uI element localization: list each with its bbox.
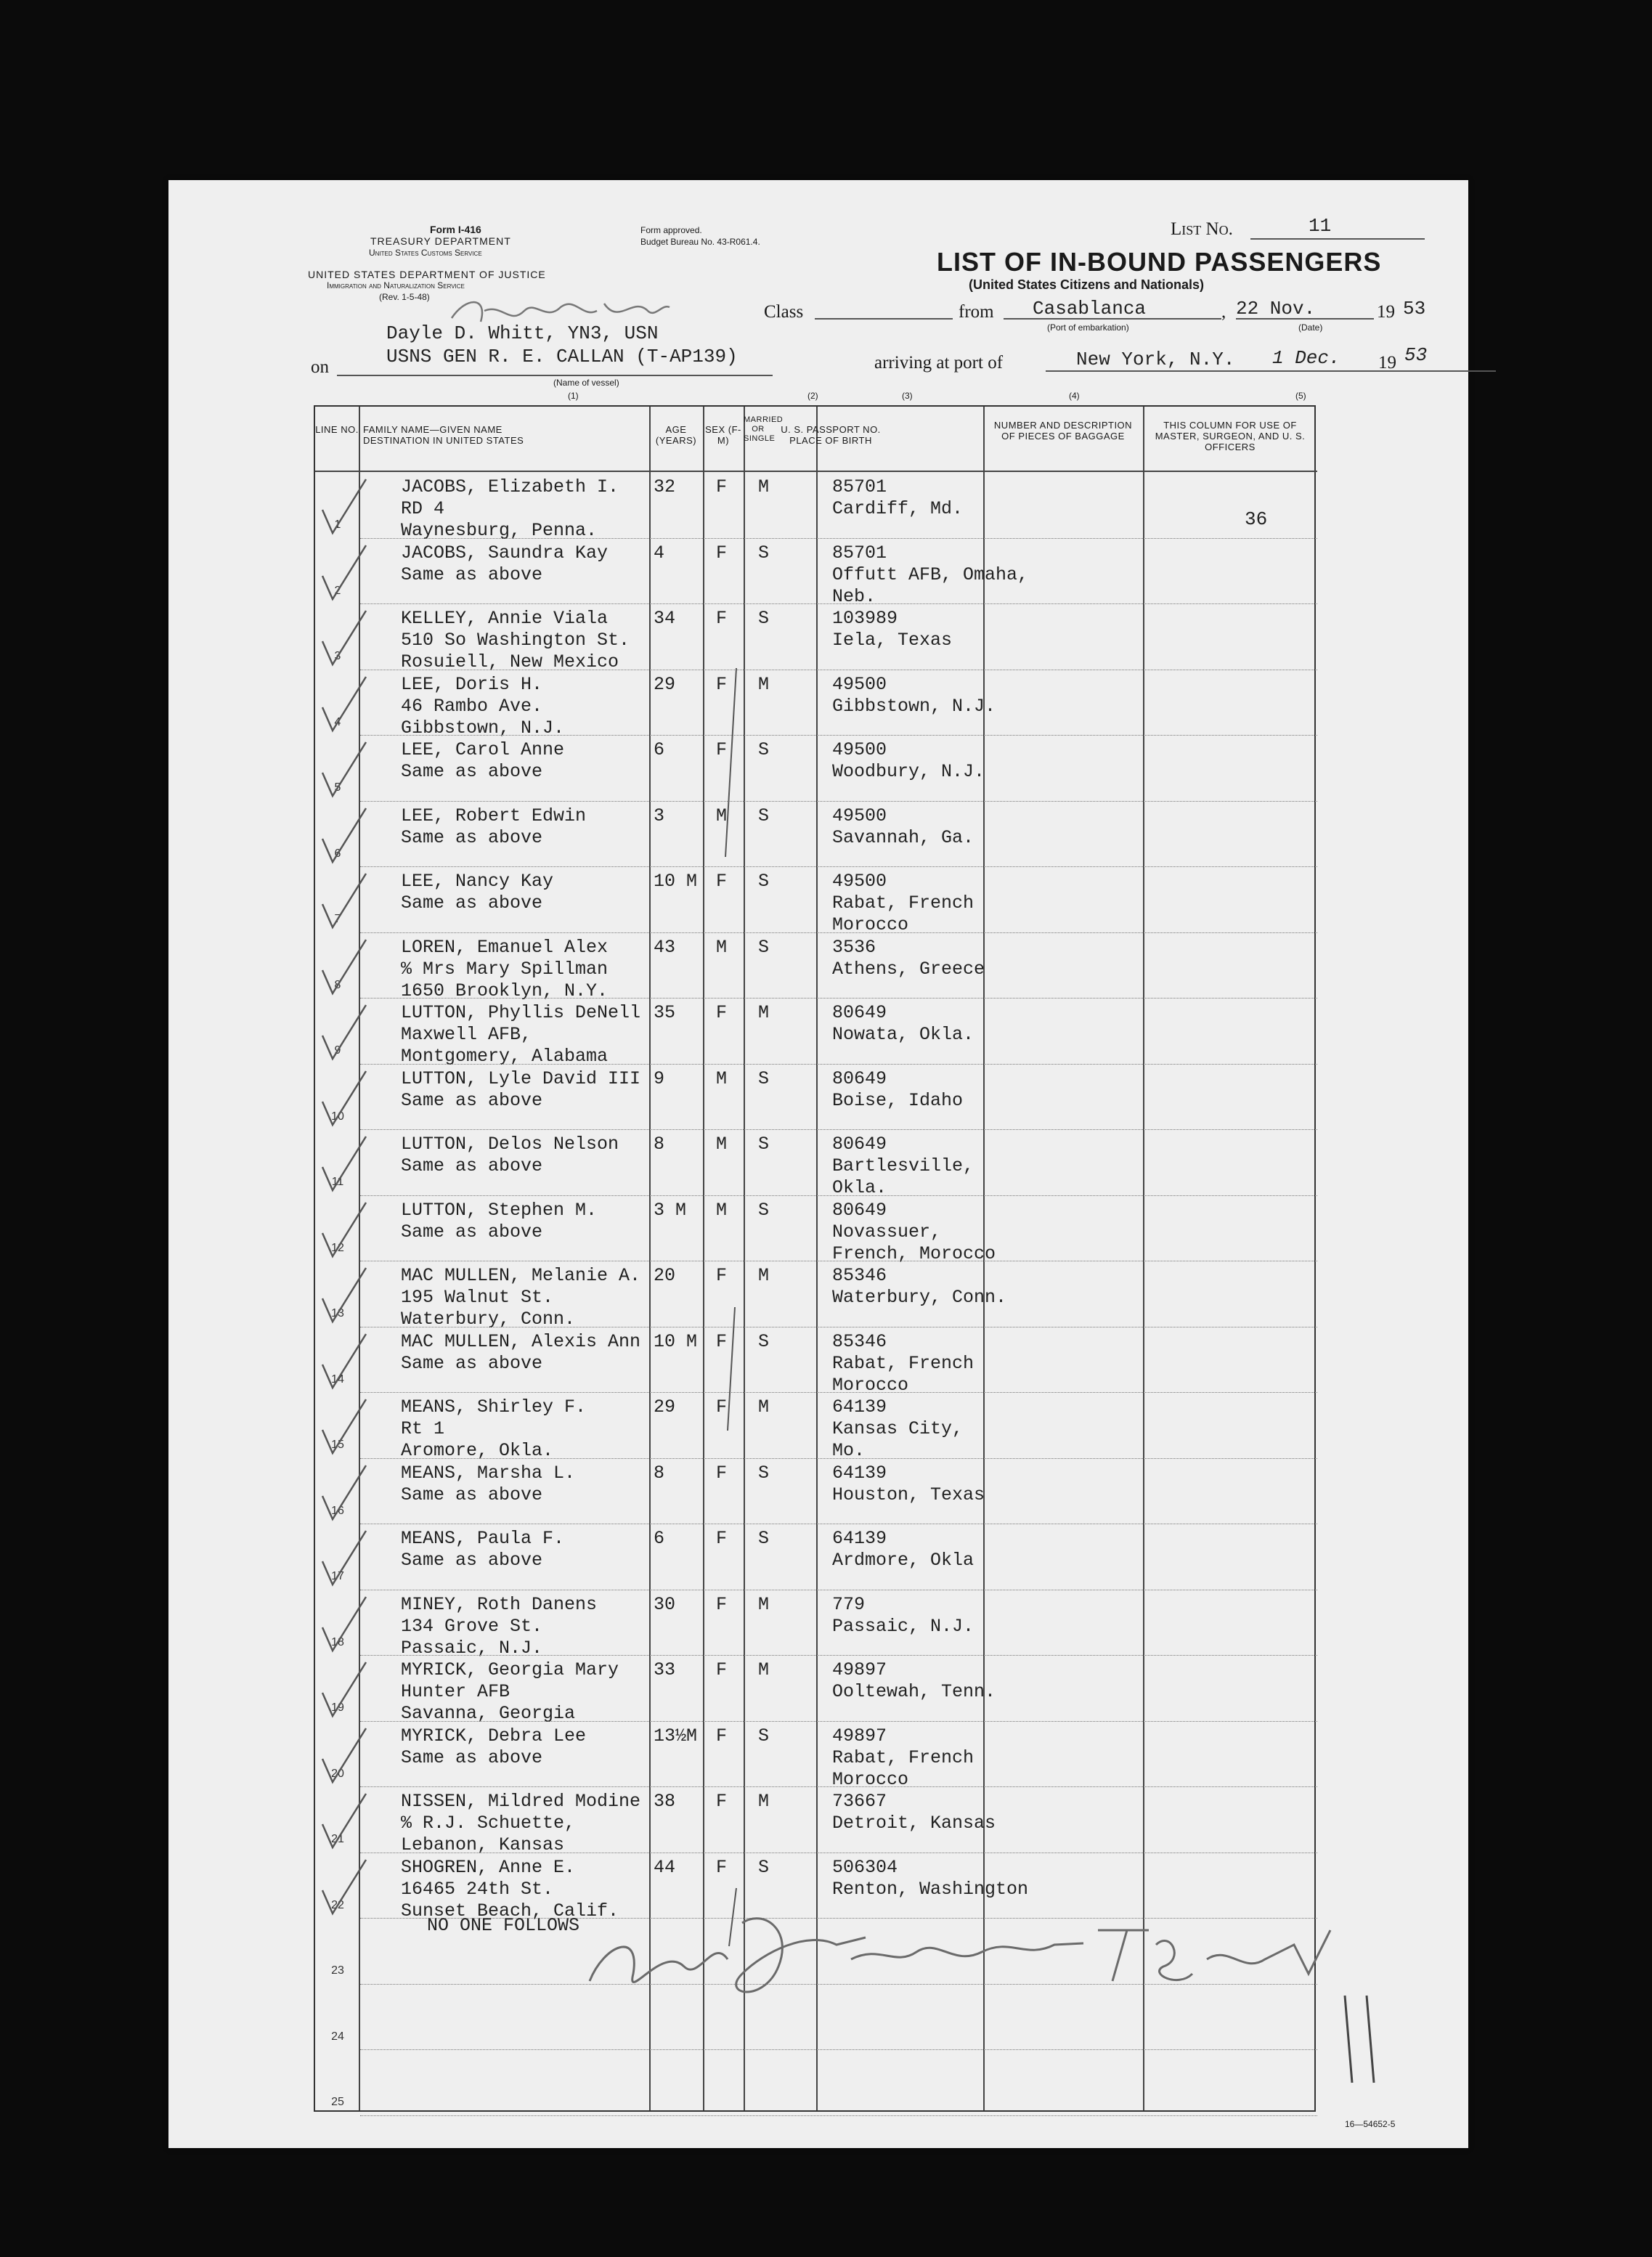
table-row — [315, 1460, 1317, 1526]
sex: F — [716, 1330, 728, 1352]
destination-line-2: Montgomery, Alabama — [401, 1046, 609, 1067]
sex: F — [716, 1396, 728, 1418]
sex: F — [716, 871, 728, 892]
passport-number: 64139 — [832, 1528, 887, 1549]
destination-line-2: Waterbury, Conn. — [401, 1309, 576, 1330]
sex: F — [716, 476, 728, 497]
place-of-birth: Iela, Texas — [832, 630, 953, 651]
treasury-label: TREASURY DEPARTMENT — [370, 235, 511, 247]
age: 10 M — [654, 871, 698, 892]
table-row — [315, 1591, 1317, 1658]
passport-number: 64139 — [832, 1396, 887, 1418]
passport-number: 85701 — [832, 542, 887, 564]
sex: M — [716, 805, 728, 826]
destination-line-2: Aromore, Okla. — [401, 1440, 554, 1461]
age: 8 — [654, 1134, 665, 1155]
check-mark-icon — [315, 1788, 373, 1853]
place-of-birth-2: Morocco — [832, 914, 909, 935]
check-mark-icon — [315, 1854, 373, 1919]
age: 43 — [654, 936, 676, 958]
passport-number: 49897 — [832, 1725, 887, 1746]
passenger-name: MEANS, Shirley F. — [401, 1396, 587, 1418]
place-of-birth: Kansas City, — [832, 1418, 964, 1439]
destination-line-1: Same as above — [401, 1746, 543, 1768]
passport-number: 506304 — [832, 1856, 898, 1878]
sex: F — [716, 1856, 728, 1878]
passenger-name: SHOGREN, Anne E. — [401, 1856, 576, 1878]
sex: F — [716, 1791, 728, 1812]
place-of-birth: Detroit, Kansas — [832, 1813, 996, 1834]
marital-status: M — [758, 1659, 770, 1680]
place-of-birth-2: Neb. — [832, 585, 876, 607]
sex: M — [716, 1068, 728, 1089]
document-subtitle: (United States Citizens and Nationals) — [969, 277, 1205, 292]
destination-line-1: % Mrs Mary Spillman — [401, 958, 609, 980]
passport-number: 80649 — [832, 1199, 887, 1221]
line-number: 18 — [331, 1635, 344, 1648]
table-row — [315, 2051, 1317, 2118]
sex: F — [716, 1593, 728, 1615]
age: 29 — [654, 1396, 676, 1418]
check-mark-icon — [315, 736, 373, 802]
age: 13½M — [654, 1725, 698, 1746]
age: 44 — [654, 1856, 676, 1878]
marital-status: S — [758, 1330, 770, 1352]
marital-status: S — [758, 805, 770, 826]
check-mark-icon — [315, 999, 373, 1065]
table-row — [315, 1394, 1317, 1460]
destination-line-2: Gibbstown, N.J. — [401, 717, 565, 739]
marital-status: S — [758, 1856, 770, 1878]
age: 35 — [654, 1002, 676, 1023]
passport-number: 49897 — [832, 1659, 887, 1680]
master-name: Dayle D. Whitt, YN3, USN — [386, 322, 659, 344]
check-mark-icon — [315, 1525, 373, 1590]
passport-number: 64139 — [832, 1462, 887, 1484]
marital-status: M — [758, 1265, 770, 1286]
check-mark-icon — [315, 671, 373, 736]
destination-line-1: 16465 24th St. — [401, 1878, 554, 1900]
check-mark-icon — [315, 1394, 373, 1459]
destination-line-1: Same as above — [401, 1352, 543, 1374]
passenger-name: LUTTON, Lyle David III — [401, 1068, 641, 1089]
age: 29 — [654, 673, 676, 695]
column-number: (2) — [807, 391, 818, 401]
passenger-name: MAC MULLEN, Melanie A. — [401, 1265, 641, 1286]
age: 20 — [654, 1265, 676, 1286]
list-no-label: List No. — [1171, 219, 1233, 239]
age: 6 — [654, 739, 665, 760]
line-number: 16 — [331, 1504, 344, 1517]
place-of-birth-2: Okla. — [832, 1177, 887, 1198]
passenger-name: JACOBS, Elizabeth I. — [401, 476, 619, 497]
line-number: 6 — [334, 847, 341, 860]
check-mark-icon — [315, 1656, 373, 1722]
place-of-birth: Ardmore, Okla — [832, 1550, 974, 1571]
line-number: 11 — [331, 1176, 344, 1188]
passport-number: 49500 — [832, 871, 887, 892]
place-of-birth: Gibbstown, N.J. — [832, 695, 996, 717]
destination-line-2: 1650 Brooklyn, N.Y. — [401, 980, 609, 1001]
age: 3 — [654, 805, 665, 826]
header-line-no: LINE NO. — [315, 424, 359, 435]
check-mark-icon — [315, 934, 373, 999]
passenger-name: LEE, Doris H. — [401, 673, 543, 695]
marital-status: M — [758, 1593, 770, 1615]
destination-line-1: 510 So Washington St. — [401, 630, 630, 651]
vessel-name: USNS GEN R. E. CALLAN (T-AP139) — [386, 346, 738, 367]
line-number: 14 — [331, 1372, 344, 1386]
place-of-birth: Boise, Idaho — [832, 1089, 964, 1111]
place-of-birth-2: Mo. — [832, 1440, 866, 1461]
table-row — [315, 1723, 1317, 1789]
marital-status: M — [758, 1002, 770, 1023]
table-row — [315, 868, 1317, 935]
destination-line-1: Same as above — [401, 761, 543, 782]
passenger-name: NISSEN, Mildred Modine — [401, 1791, 641, 1812]
destination-line-1: % R.J. Schuette, — [401, 1813, 576, 1834]
line-number: 23 — [331, 1964, 344, 1977]
sex: F — [716, 608, 728, 629]
marital-status: S — [758, 1134, 770, 1155]
table-row — [315, 1197, 1317, 1264]
line-number: 15 — [331, 1439, 344, 1451]
check-mark-icon — [315, 473, 373, 539]
marital-status: S — [758, 1725, 770, 1746]
column-number: (5) — [1295, 391, 1306, 401]
justice-label: UNITED STATES DEPARTMENT OF JUSTICE — [308, 269, 546, 280]
line-number: 21 — [331, 1833, 344, 1845]
column-number: (4) — [1069, 391, 1080, 401]
passport-number: 103989 — [832, 608, 898, 629]
marital-status: M — [758, 476, 770, 497]
officer-signature — [575, 1901, 1388, 2010]
manifest-sheet: Form I-416 TREASURY DEPARTMENT United States Customs Service UNITED STATES DEPARTMENT OF JUSTICE Immigration and Naturalization Service (Rev. 1-5-48) Form approved. Budget Bureau No. 43-R061.4. List No. 11 LIST OF IN-BOUND PASSENGERS (United States Citizens and Nationals) Class from Casablanca (Port of embarkation) , 22 Nov. (Date) 19 53 Dayle D. Whitt, YN3, USN on USNS GEN R. E. CALLAN (T-AP139) (Name of vessel) arriving at port of New York, N.Y. 1 Dec. 19 53 (1) (2) (3) (4) (5) LINE NO. FAMILY NAME—GIVEN NAME DESTINATION IN UNITED STATES AGE (YEARS) SEX (F-M) MARRIED OR SINGLE U. S. PASSPORT NO. PLACE OF BIRTH NUMBER AND DESCRIPTION OF PIECES OF BAGGAGE THIS COLUMN FOR USE OF MASTER, SURGEON, AND U. S. OFFICERS 36 JACOBS, Elizabeth I. RD 4 Waynesburg, Penna. 32 F M 85701 Cardiff, Md. 1 JACOBS, Saundra Kay Same as above 4 F S 85701 Offutt AFB, Omaha, Neb. 2 KELLEY, Annie Viala 510 So Washington St. Rosuiell, New Mexico 34 F S 103989 Iela, Texas 3 LEE, Doris H. 46 Rambo Ave. Gibbstown, N.J. 29 F M 49500 Gibbstown, N.J. 4 LEE, Carol Anne Same as above 6 F S 49500 Woodbury, N.J. 5 LEE, Robert Edwin Same as above 3 M S 49500 Savannah, Ga. 6 LEE, Nancy Kay Same as above 10 M F S 49500 Rabat, French Morocco 7 LOREN, Emanuel Alex % Mrs Mary Spillman 1650 Brooklyn, N.Y. 43 M S 3536 Athens, Greece 8 LUTTON, Phyllis DeNell Maxwell AFB, Montgomery, Alabama 35 F M 80649 Nowata, Okla. 9 LUTTON, Lyle David III Same as above 9 M S 80649 Boise, Idaho 10 LUTTON, Delos Nelson Same as above 8 M S 80649 Bartlesville, Okla. 11 LUTTON, Stephen M. Same as above 3 M M S 80649 Novassuer, French, Morocco 12 MAC MULLEN, Melanie A. 195 Walnut St. Waterbury, Conn. 20 F M 85346 Waterbury, Conn. 13 MAC MULLEN, Alexis Ann Same as above 10 M F S 85346 Rabat, French Morocco 14 MEANS, Shirley F. Rt 1 Aromore, Okla. 29 F M 64139 Kansas City, Mo. 15 MEANS, Marsha L. Same as above 8 F S 64139 Houston, Texas 16 MEANS, Paula F. Same as above 6 F S 64139 Ardmore, Okla 17 MINEY, Roth Danens 134 Grove St. Passaic, N.J. 30 F M 779 Passaic, N.J. 18 MYRICK, Georgia Mary Hunter AFB Savanna, Georgia 33 F M 49897 Ooltewah, Tenn. 19 MYRICK, Debra Lee Same as above 13½M F S 49897 Rabat, French Morocco 20 NISSEN, Mildred Modine % R.J. Schuette, Lebanon, Kansas 38 F M 73667 Detroit, Kansas 21 SHOGREN, Anne E. 16465 24th St. Sunset Beach, Calif. 44 F S 506304 Renton, Washington 22 NO ONE FOLLOWS 23 24 25 16—54652-5 — [168, 180, 1468, 2148]
check-mark-icon — [315, 802, 373, 868]
table-row — [315, 671, 1317, 738]
date-caption: (Date) — [1298, 322, 1323, 333]
marital-status: S — [758, 871, 770, 892]
passenger-name: MYRICK, Georgia Mary — [401, 1659, 619, 1680]
passport-number: 80649 — [832, 1134, 887, 1155]
table-row — [315, 1262, 1317, 1329]
age: 34 — [654, 608, 676, 629]
check-mark-icon — [315, 605, 373, 670]
header-married: MARRIED OR SINGLE — [744, 415, 784, 443]
passport-number: 49500 — [832, 805, 887, 826]
place-of-birth-2: French, Morocco — [832, 1243, 996, 1264]
bottom-mark-text — [168, 180, 169, 181]
arriving-label: arriving at port of — [874, 353, 1004, 373]
destination-line-2: Passaic, N.J. — [401, 1637, 543, 1659]
table-row — [315, 605, 1317, 672]
passport-number: 85346 — [832, 1265, 887, 1286]
line-number: 3 — [334, 650, 341, 662]
line-number: 24 — [331, 2030, 344, 2043]
table-row — [315, 1328, 1317, 1395]
place-of-birth: Novassuer, — [832, 1221, 942, 1243]
line-number: 1 — [334, 518, 341, 531]
budget-bureau: Budget Bureau No. 43-R061.4. — [640, 237, 760, 247]
from-label: from — [959, 302, 994, 322]
place-of-birth: Cardiff, Md. — [832, 498, 964, 519]
form-approved: Form approved. — [640, 225, 702, 235]
departure-year: 53 — [1403, 298, 1426, 320]
table-row — [315, 999, 1317, 1066]
age: 8 — [654, 1462, 665, 1484]
passenger-name: LOREN, Emanuel Alex — [401, 936, 609, 958]
age: 38 — [654, 1791, 676, 1812]
header-officers: THIS COLUMN FOR USE OF MASTER, SURGEON, AND U. S. OFFICERS — [1155, 420, 1306, 452]
sex: F — [716, 1725, 728, 1746]
check-mark-icon — [315, 1328, 373, 1394]
passenger-name: MAC MULLEN, Alexis Ann — [401, 1330, 641, 1352]
age: 3 M — [654, 1199, 687, 1221]
sex: F — [716, 739, 728, 760]
customs-label: United States Customs Service — [369, 248, 482, 258]
passenger-table — [314, 405, 1316, 2112]
check-mark-icon — [315, 1591, 373, 1656]
destination-line-2: Lebanon, Kansas — [401, 1834, 565, 1855]
header-age: AGE (YEARS) — [655, 424, 697, 446]
class-label: Class — [764, 302, 804, 322]
vessel-caption: (Name of vessel) — [553, 378, 619, 388]
table-row — [315, 1656, 1317, 1723]
sex: F — [716, 1462, 728, 1484]
age: 30 — [654, 1593, 676, 1615]
table-row — [315, 1065, 1317, 1132]
passenger-name: MINEY, Roth Danens — [401, 1593, 598, 1615]
passenger-name: MEANS, Paula F. — [401, 1528, 565, 1549]
line-number: 9 — [334, 1044, 341, 1057]
sex: M — [716, 936, 728, 958]
table-row — [315, 802, 1317, 869]
arrival-year: 53 — [1404, 344, 1428, 366]
passenger-name: LUTTON, Stephen M. — [401, 1199, 598, 1221]
age: 33 — [654, 1659, 676, 1680]
destination-line-1: Same as above — [401, 1089, 543, 1111]
destination-line-1: Maxwell AFB, — [401, 1024, 532, 1045]
arrival-date: 1 Dec. — [1272, 347, 1340, 369]
column-number: (3) — [902, 391, 913, 401]
list-number: 11 — [1309, 215, 1332, 237]
line-number: 12 — [331, 1241, 344, 1254]
place-of-birth: Waterbury, Conn. — [832, 1287, 1007, 1308]
marital-status: M — [758, 673, 770, 695]
destination-line-1: Same as above — [401, 892, 543, 914]
destination-line-2: Sunset Beach, Calif. — [401, 1900, 619, 1922]
form-number: Form I-416 — [430, 224, 481, 235]
table-row — [315, 540, 1317, 606]
embarkation-caption: (Port of embarkation) — [1047, 322, 1129, 333]
passport-number: 80649 — [832, 1068, 887, 1089]
passenger-name: KELLEY, Annie Viala — [401, 608, 609, 629]
marital-status: S — [758, 608, 770, 629]
passenger-name: LEE, Carol Anne — [401, 739, 565, 760]
column-number: (1) — [568, 391, 579, 401]
destination-line-1: RD 4 — [401, 498, 445, 519]
marital-status: S — [758, 739, 770, 760]
officer-note: 36 — [1245, 508, 1268, 530]
age: 6 — [654, 1528, 665, 1549]
marital-status: M — [758, 1791, 770, 1812]
age: 4 — [654, 542, 665, 564]
passenger-name: LUTTON, Phyllis DeNell — [401, 1002, 641, 1023]
destination-line-2: Rosuiell, New Mexico — [401, 651, 619, 672]
line-number: 25 — [331, 2096, 344, 2108]
place-of-birth: Rabat, French — [832, 1352, 974, 1374]
place-of-birth: Savannah, Ga. — [832, 826, 974, 848]
document-title: LIST OF IN-BOUND PASSENGERS — [937, 247, 1382, 277]
destination-line-2: Waynesburg, Penna. — [401, 520, 598, 541]
check-mark-icon — [315, 1197, 373, 1262]
table-row — [315, 1131, 1317, 1197]
year-prefix-2: 19 — [1378, 353, 1396, 373]
line-number: 19 — [331, 1701, 344, 1714]
passport-number: 73667 — [832, 1791, 887, 1812]
check-mark-icon — [315, 1065, 373, 1131]
sex: F — [716, 1002, 728, 1023]
sex: M — [716, 1199, 728, 1221]
destination-line-1: 195 Walnut St. — [401, 1287, 554, 1308]
age: 10 M — [654, 1330, 698, 1352]
table-row — [315, 934, 1317, 1001]
passenger-name: LUTTON, Delos Nelson — [401, 1134, 619, 1155]
line-number: 8 — [334, 978, 341, 991]
marital-status: S — [758, 1462, 770, 1484]
marital-status: S — [758, 1068, 770, 1089]
sex: F — [716, 673, 728, 695]
place-of-birth-2: Morocco — [832, 1374, 909, 1396]
marital-status: S — [758, 542, 770, 564]
line-number: 5 — [334, 781, 341, 794]
destination-line-1: 46 Rambo Ave. — [401, 695, 543, 717]
line-number: 13 — [331, 1307, 344, 1319]
on-label: on — [311, 357, 329, 377]
header-sex: SEX (F-M) — [705, 424, 741, 446]
line-number: 10 — [331, 1110, 344, 1123]
passport-number: 3536 — [832, 936, 876, 958]
passport-number: 49500 — [832, 739, 887, 760]
destination-line-2: Savanna, Georgia — [401, 1703, 576, 1724]
place-of-birth: Bartlesville, — [832, 1155, 974, 1176]
place-of-birth: Rabat, French — [832, 1746, 974, 1768]
passenger-name: JACOBS, Saundra Kay — [401, 542, 609, 564]
revision-label: (Rev. 1-5-48) — [379, 292, 430, 302]
marital-status: M — [758, 1396, 770, 1418]
destination-line-1: Same as above — [401, 1484, 543, 1505]
destination-line-1: 134 Grove St. — [401, 1615, 543, 1637]
bottom-mark — [1323, 1988, 1396, 2090]
check-mark-icon — [315, 1723, 373, 1788]
sex: F — [716, 1659, 728, 1680]
line-number: 2 — [334, 584, 341, 597]
passport-number: 779 — [832, 1593, 866, 1615]
check-mark-icon — [315, 1460, 373, 1525]
header-passport: U. S. PASSPORT NO. PLACE OF BIRTH — [781, 424, 881, 446]
marital-status: S — [758, 936, 770, 958]
passenger-name: NO ONE FOLLOWS — [427, 1915, 580, 1936]
footer-code: 16—54652-5 — [1345, 2119, 1396, 2129]
check-mark-icon — [315, 540, 373, 605]
sex: F — [716, 1528, 728, 1549]
header-baggage: NUMBER AND DESCRIPTION OF PIECES OF BAGGAGE — [993, 420, 1133, 442]
marital-status: S — [758, 1528, 770, 1549]
destination-line-1: Hunter AFB — [401, 1681, 510, 1702]
age: 9 — [654, 1068, 665, 1089]
line-number: 7 — [334, 913, 341, 925]
header-name: FAMILY NAME—GIVEN NAME DESTINATION IN UNITED STATES — [363, 424, 524, 446]
destination-line-1: Same as above — [401, 1155, 543, 1176]
line-number: 22 — [331, 1898, 344, 1911]
departure-date: 22 Nov. — [1236, 298, 1316, 320]
table-row — [315, 1525, 1317, 1592]
line-number: 20 — [331, 1767, 344, 1780]
sex: F — [716, 542, 728, 564]
age: 32 — [654, 476, 676, 497]
destination-line-1: Same as above — [401, 564, 543, 585]
check-mark-icon — [315, 1262, 373, 1327]
table-row — [315, 1788, 1317, 1855]
destination-line-1: Rt 1 — [401, 1418, 445, 1439]
destination-line-1: Same as above — [401, 1550, 543, 1571]
place-of-birth: Offutt AFB, Omaha, — [832, 564, 1029, 585]
passport-number: 85346 — [832, 1330, 887, 1352]
check-mark-icon — [315, 1131, 373, 1196]
place-of-birth: Woodbury, N.J. — [832, 761, 985, 782]
destination-line-1: Same as above — [401, 1221, 543, 1243]
destination-line-1: Same as above — [401, 826, 543, 848]
line-number: 17 — [331, 1570, 344, 1582]
passport-number: 85701 — [832, 476, 887, 497]
check-mark-icon — [315, 868, 373, 933]
marital-status: S — [758, 1199, 770, 1221]
passenger-name: LEE, Nancy Kay — [401, 871, 554, 892]
line-number: 4 — [334, 715, 341, 728]
table-row — [315, 736, 1317, 803]
passenger-name: LEE, Robert Edwin — [401, 805, 587, 826]
place-of-birth: Houston, Texas — [832, 1484, 985, 1505]
sex: M — [716, 1134, 728, 1155]
passenger-name: MYRICK, Debra Lee — [401, 1725, 587, 1746]
port-of-embarkation: Casablanca — [1033, 298, 1147, 320]
place-of-birth: Athens, Greece — [832, 958, 985, 980]
passport-number: 80649 — [832, 1002, 887, 1023]
passenger-name: MEANS, Marsha L. — [401, 1462, 576, 1484]
passport-number: 49500 — [832, 673, 887, 695]
place-of-birth-2: Morocco — [832, 1768, 909, 1790]
place-of-birth: Renton, Washington — [832, 1878, 1029, 1900]
arrival-port: New York, N.Y. — [1076, 349, 1235, 370]
ins-label: Immigration and Naturalization Service — [327, 280, 465, 290]
sex: F — [716, 1265, 728, 1286]
place-of-birth: Passaic, N.J. — [832, 1615, 974, 1637]
year-prefix: 19 — [1377, 302, 1395, 322]
place-of-birth: Nowata, Okla. — [832, 1024, 974, 1045]
table-row — [315, 473, 1317, 540]
bracket-marks — [722, 654, 744, 1961]
place-of-birth: Rabat, French — [832, 892, 974, 914]
place-of-birth: Ooltewah, Tenn. — [832, 1681, 996, 1702]
